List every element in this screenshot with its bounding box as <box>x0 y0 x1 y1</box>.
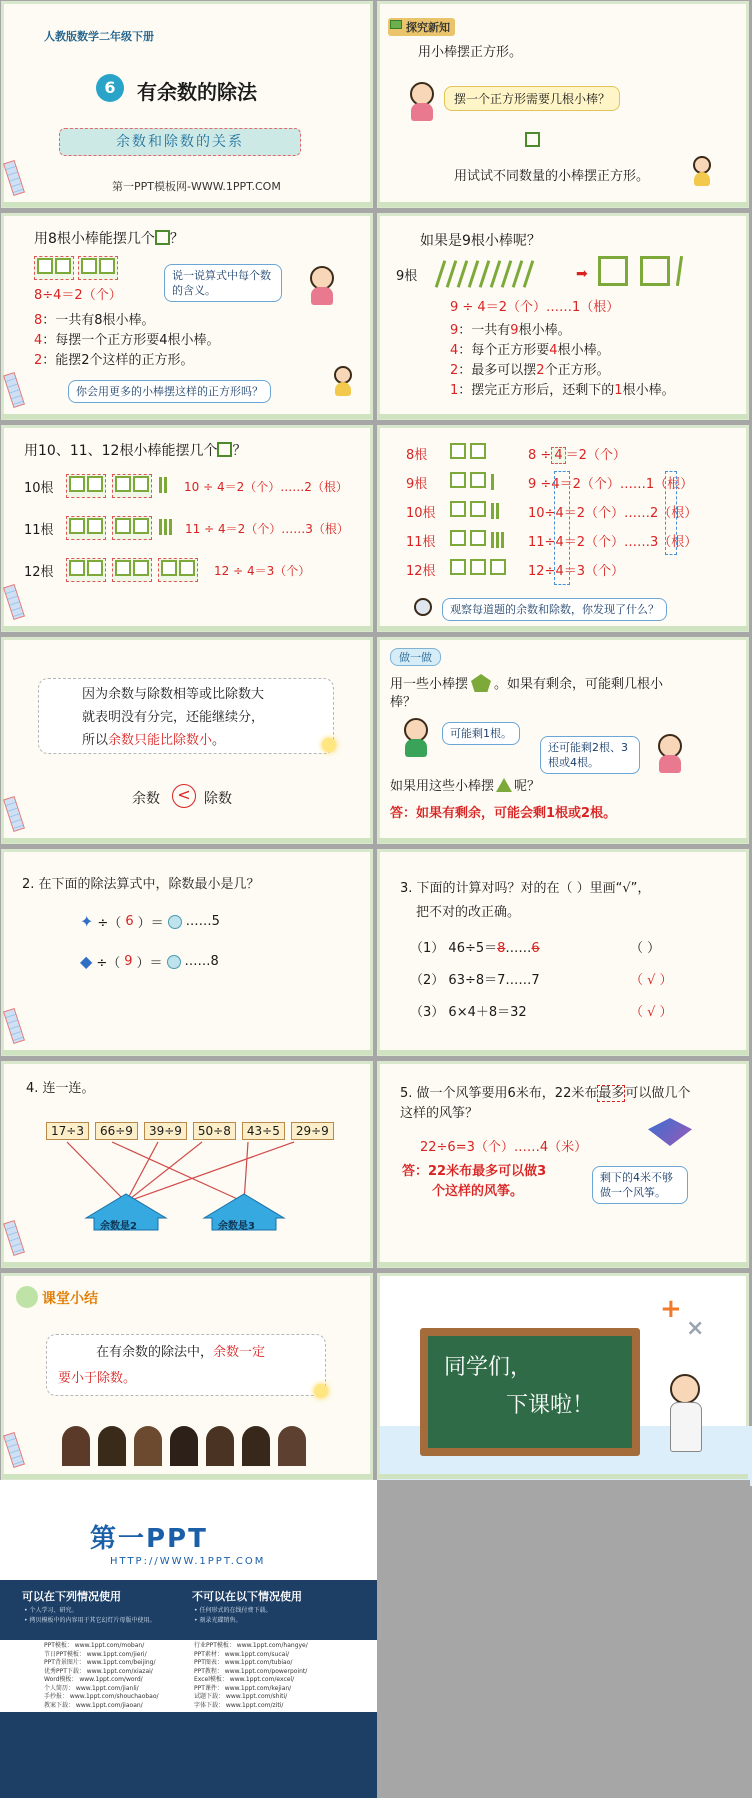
question: 用10、11、12根小棒能摆几个 ？ <box>24 443 247 459</box>
robot-icon <box>414 598 432 616</box>
link[interactable]: PPT教程： www.1ppt.com/powerpoint/ <box>194 1667 308 1675</box>
blackboard-line-2: 下课啦！ <box>506 1393 595 1418</box>
pentagon-icon <box>471 674 491 692</box>
exercise-3-mark-1: （ ） <box>630 941 661 956</box>
license-panel <box>0 1480 377 1798</box>
pencil-icon <box>3 1008 25 1044</box>
row-12: 12根 12 ÷ 4＝3（个） <box>24 558 310 582</box>
can-use-title: 可以在下列情况使用 <box>22 1590 121 1603</box>
slide-exercise-5[interactable] <box>377 1061 749 1268</box>
teacher-body-icon <box>670 1402 702 1452</box>
chip[interactable]: 50÷8 <box>193 1122 236 1140</box>
square-icon <box>598 256 628 286</box>
exercise-3-question-2: 把不对的改正确。 <box>416 905 521 920</box>
cannot-use-list: • 任何形式的在线付费下载。 • 刻录光碟销售。 <box>194 1607 272 1624</box>
compare-row: 11根 11÷4＝2（个）……3（根） <box>398 527 738 556</box>
exercise-3-mark-3: （ √ ） <box>630 1005 673 1020</box>
stick-squares <box>34 256 118 280</box>
pencil-icon <box>3 160 25 196</box>
exercise-3-question-1: 3. 下面的计算对吗？对的在（ ）里画“√”， <box>400 881 651 896</box>
chapter-number: 6 <box>96 74 124 102</box>
lightbulb-icon <box>322 738 336 752</box>
conclusion-line-3: 所以余数只能比除数小。 <box>82 733 226 748</box>
link[interactable]: 试题下载： www.1ppt.com/shiti/ <box>194 1693 288 1700</box>
times-icon: × <box>686 1316 705 1341</box>
link[interactable]: 节日PPT模板： www.1ppt.com/jieri/ <box>44 1650 147 1658</box>
brand-logo: 第一PPT <box>90 1524 208 1554</box>
square-icon <box>640 256 670 286</box>
exercise-3-row-3: （3） 6×4＋8＝32 <box>410 1005 527 1020</box>
prompt-bubble: 你会用更多的小棒摆这样的正方形吗？ <box>68 380 271 403</box>
exercise-2-row-1: ✦ ÷（ 6 ）＝ ……5 <box>80 912 220 931</box>
teacher-icon <box>670 1374 700 1404</box>
meaning-3: 2：最多可以摆2个正方形。 <box>450 363 610 378</box>
site-label: 第一PPT模板网-WWW.1PPT.COM <box>112 180 281 193</box>
boy-body-icon <box>335 382 351 396</box>
slide-eight-sticks[interactable] <box>1 213 373 420</box>
slide-explore[interactable] <box>377 1 749 208</box>
compare-row: 12根 12÷4＝3（个） <box>398 556 738 585</box>
equation: 9 ÷ 4＝2（个）……1（根） <box>450 300 620 315</box>
exercise-5-answer-2: 个这样的风筝。 <box>432 1184 524 1199</box>
exercise-2-row-2: ◆ ÷（ 9 ）＝ ……8 <box>80 952 219 971</box>
blackboard-line-1: 同学们， <box>444 1355 533 1380</box>
diamond-icon: ◆ <box>80 952 93 971</box>
star-icon: ✦ <box>80 912 94 931</box>
meaning-2: 4：每摆一个正方形要4根小棒。 <box>34 333 220 348</box>
girl-body-icon <box>411 103 433 121</box>
link[interactable]: PPT课件： www.1ppt.com/kejian/ <box>194 1684 292 1692</box>
hint-bubble: 剩下的4米不够做一个风筝。 <box>592 1166 688 1204</box>
link[interactable]: Excel模板： www.1ppt.com/excel/ <box>194 1676 295 1683</box>
answer-bubble-1: 可能剩1根。 <box>442 722 520 745</box>
slide-compare[interactable] <box>377 425 749 632</box>
house-label-1: 余数是2 <box>100 1221 137 1232</box>
link[interactable]: 教案下载： www.1ppt.com/jiaoan/ <box>44 1701 143 1709</box>
exercise-2-question: 2. 在下面的除法算式中，除数最小是几？ <box>22 877 260 892</box>
chip[interactable]: 17÷3 <box>46 1122 89 1140</box>
link[interactable]: PPT背景图片： www.1ppt.com/beijing/ <box>44 1659 156 1666</box>
subtitle-banner: 余数和除数的关系 <box>59 128 301 156</box>
square-icon <box>217 442 232 457</box>
links-right <box>194 1642 308 1710</box>
students-illustration <box>62 1426 306 1466</box>
links-area <box>0 1640 377 1712</box>
slide-summary[interactable] <box>1 1273 373 1480</box>
lightbulb-icon <box>314 1384 328 1398</box>
compare-row: 8根 8 ÷ 4 ＝2（个） <box>398 440 738 469</box>
pencil-icon <box>3 584 25 620</box>
row-11: 11根 11 ÷ 4＝2（个）……3（根） <box>24 516 349 540</box>
exercise-3-mark-2: （ √ ） <box>630 973 673 988</box>
question: 用8根小棒能摆几个 ？ <box>34 231 184 247</box>
leaf-icon <box>16 1286 38 1308</box>
compare-row: 9根 9 ÷4＝2（个）……1（根） <box>398 469 738 498</box>
conclusion-line-2: 就表明没有分完，还能继续分， <box>82 710 265 725</box>
slide-nine-sticks[interactable] <box>377 213 749 420</box>
pencil-icon <box>3 372 25 408</box>
circle-icon <box>168 915 182 929</box>
loose-sticks <box>438 260 531 288</box>
slide-practice[interactable] <box>377 637 749 844</box>
meaning-3: 2：能摆2个这样的正方形。 <box>34 353 194 368</box>
pencil-icon <box>3 1432 25 1468</box>
slide-exercise-4[interactable] <box>1 1061 373 1268</box>
compare-row: 10根 10÷4＝2（个）……2（根） <box>398 498 738 527</box>
chip[interactable]: 66÷9 <box>95 1122 138 1140</box>
answer-bubble-2: 还可能剩2根、3根或4根。 <box>540 736 640 774</box>
meaning-1: 9：一共有9根小棒。 <box>450 323 571 338</box>
meaning-2: 4：每个正方形要4根小棒。 <box>450 343 610 358</box>
practice-question-1: 用一些小棒摆 。如果有剩余，可能剩几根小棒？ <box>390 674 680 712</box>
slide-conclusion[interactable] <box>1 637 373 844</box>
link[interactable]: 优秀PPT下载： www.1ppt.com/xiazai/ <box>44 1667 153 1675</box>
link[interactable]: PPT模板： www.1ppt.com/moban/ <box>44 1642 145 1649</box>
less-than-sign: < <box>172 784 196 808</box>
practice-answer: 答：如果有剩余，可能会剩1根或2根。 <box>390 806 617 821</box>
link[interactable]: Word模板： www.1ppt.com/word/ <box>44 1676 143 1683</box>
exercise-4-question: 4. 连一连。 <box>26 1081 95 1096</box>
link[interactable]: 个人简历： www.1ppt.com/jianli/ <box>44 1684 139 1692</box>
exercise-3-row-2: （2） 63÷8＝7……7 <box>410 973 540 988</box>
explore-line-2: 用试试不同数量的小棒摆正方形。 <box>454 169 650 184</box>
link[interactable]: PPT图表： www.1ppt.com/tubiao/ <box>194 1659 293 1666</box>
slide-exercise-3[interactable] <box>377 849 749 1056</box>
girl-body-icon <box>659 755 681 773</box>
question: 如果是9根小棒呢？ <box>420 233 541 249</box>
count-label: 9根 <box>396 269 418 284</box>
circle-icon <box>167 955 181 969</box>
square-icon <box>155 230 170 245</box>
chip[interactable]: 29÷9 <box>291 1122 334 1140</box>
meaning-1: 8：一共有8根小棒。 <box>34 313 155 328</box>
divisor-highlight <box>554 471 570 585</box>
observe-bubble: 观察每道题的余数和除数，你发现了什么？ <box>442 598 667 621</box>
triangle-icon <box>496 778 512 792</box>
divisor-word: 除数 <box>204 791 232 807</box>
math-symbols-icon: + <box>660 1294 682 1324</box>
summary-line-1: 在有余数的除法中，余数一定 <box>96 1345 266 1360</box>
girl-body-icon <box>311 287 333 305</box>
link[interactable]: 行业PPT模板： www.1ppt.com/hangye/ <box>194 1642 308 1649</box>
link[interactable]: 手抄报： www.1ppt.com/shouchaobao/ <box>44 1693 159 1700</box>
exercise-5-question: 5. 做一个风筝要用6米布，22米布最多可以做几个这样的风筝？ <box>400 1086 691 1121</box>
slide-exercise-2[interactable] <box>1 849 373 1056</box>
match-lines <box>4 1064 370 1265</box>
chip[interactable]: 43÷5 <box>242 1122 285 1140</box>
link[interactable]: 字体下载： www.1ppt.com/ziti/ <box>194 1701 284 1709</box>
row-10: 10根 10 ÷ 4＝2（个）……2（根） <box>24 474 348 498</box>
chip[interactable]: 39÷9 <box>144 1122 187 1140</box>
explore-tag: 探究新知 <box>388 18 455 36</box>
explain-bubble: 说一说算式中每个数的含义。 <box>164 264 282 302</box>
boy-body-icon <box>694 172 710 186</box>
slide-more-sticks[interactable] <box>1 425 373 632</box>
series-label: 人教版数学二年级下册 <box>44 30 154 43</box>
explore-line-1: 用小棒摆正方形。 <box>418 45 523 60</box>
practice-tag: 做一做 <box>390 648 441 666</box>
question-bubble: 摆一个正方形需要几根小棒？ <box>444 86 620 111</box>
summary-tag: 课堂小结 <box>42 1291 98 1307</box>
pencil-icon <box>3 796 25 832</box>
practice-question-2: 如果用这些小棒摆 呢？ <box>390 779 541 794</box>
cannot-use-title: 不可以在以下情况使用 <box>192 1590 302 1603</box>
arrow-right-icon: ➡ <box>576 266 588 282</box>
empty-area <box>377 1480 750 1692</box>
boy-body-icon <box>405 739 427 757</box>
slide-end[interactable] <box>377 1273 749 1480</box>
can-use-list: • 个人学习、研究。 • 拷贝模板中的内容用于其它幻灯片母版中使用。 <box>24 1607 156 1624</box>
brand-url[interactable]: HTTP://WWW.1PPT.COM <box>110 1556 266 1567</box>
remainder-word: 余数 <box>132 791 160 807</box>
equation: 8÷4＝2（个） <box>34 288 122 303</box>
summary-line-2: 要小于除数。 <box>58 1371 137 1386</box>
meaning-4: 1：摆完正方形后，还剩下的1根小棒。 <box>450 383 675 398</box>
conclusion-line-1: 因为余数与除数相等或比除数大 <box>82 687 265 702</box>
exercise-3-row-1: （1） 46÷5＝8……6 <box>410 941 540 956</box>
square-icon <box>525 132 540 147</box>
stick-icon <box>676 256 683 286</box>
slide-title[interactable] <box>1 1 373 208</box>
book-icon <box>390 20 402 29</box>
house-label-2: 余数是3 <box>218 1221 255 1232</box>
exercise-5-equation: 22÷6=3（个）……4（米） <box>420 1140 588 1155</box>
remainder-highlight <box>665 471 677 555</box>
links-left <box>44 1642 159 1710</box>
link[interactable]: PPT素材： www.1ppt.com/sucai/ <box>194 1650 290 1658</box>
exercise-5-answer-1: 答：22米布最多可以做3 <box>402 1164 547 1179</box>
chapter-title: 有余数的除法 <box>137 80 257 104</box>
